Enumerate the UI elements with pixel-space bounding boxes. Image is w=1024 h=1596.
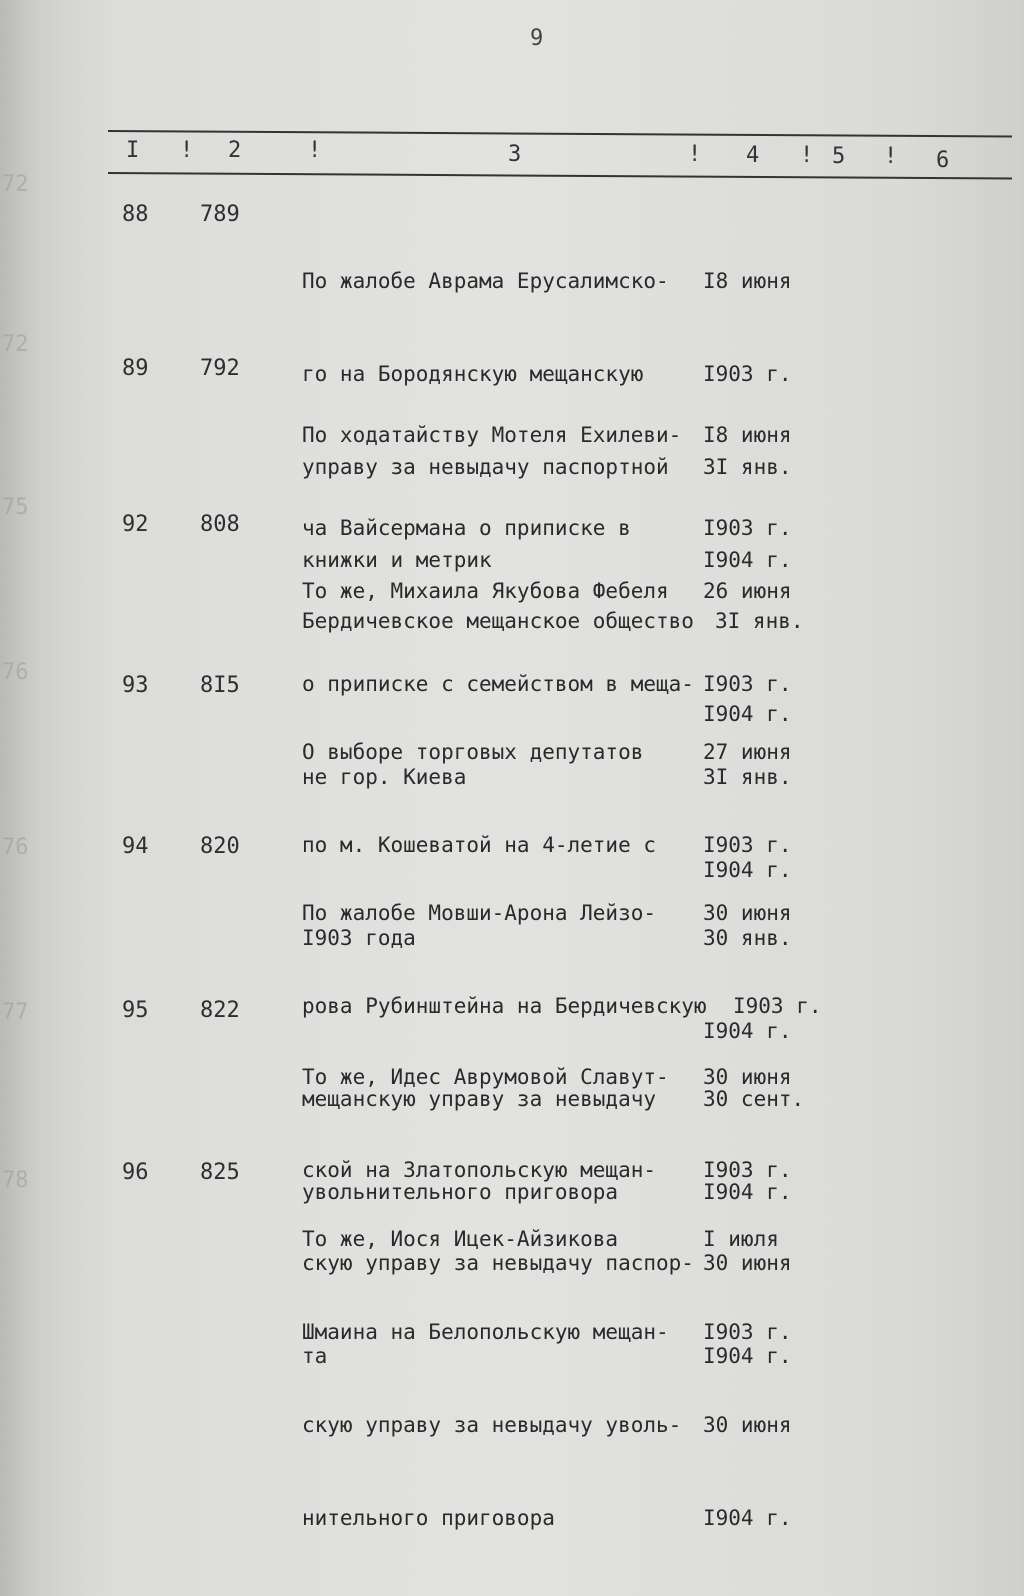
row-number: 89	[122, 356, 149, 381]
row-number: 93	[122, 673, 149, 698]
date-line: I903 г.	[703, 516, 792, 540]
date-line: 30 сент.	[703, 1087, 805, 1111]
date-line: 3I янв.	[703, 455, 792, 479]
date-line: 30 июня	[703, 1065, 792, 1089]
header-bottom-rule	[108, 172, 1012, 180]
date-line: I904 г.	[703, 1180, 792, 1204]
header-col3: 3	[508, 142, 522, 167]
date-line: I904 г.	[703, 548, 792, 572]
header-separator: !	[180, 138, 194, 163]
date-line: 26 июня	[703, 579, 792, 603]
description-line: управу за невыдачу паспортной	[302, 455, 669, 479]
date-line: 3I янв.	[715, 609, 804, 633]
date-line: I903 г.	[703, 833, 792, 857]
header-separator: !	[884, 144, 898, 169]
date-line: 30 янв.	[703, 926, 792, 950]
header-col1: I	[126, 138, 140, 163]
header-col6: 6	[936, 148, 950, 173]
description-line: не гор. Киева	[302, 765, 467, 789]
date-line: 27 июня	[703, 740, 792, 764]
file-number: 808	[200, 512, 240, 537]
date-line: 30 июня	[703, 1251, 792, 1275]
description-line: Бердичевское мещанское общество	[302, 609, 694, 633]
row-description	[302, 1162, 707, 1596]
row-number: 88	[122, 202, 149, 227]
header-separator: !	[308, 138, 322, 163]
file-number: 820	[200, 834, 240, 859]
row-number: 95	[122, 998, 149, 1023]
row-number: 96	[122, 1160, 149, 1185]
file-number: 789	[200, 202, 240, 227]
header-separator: !	[688, 142, 702, 167]
date-line: 30 июня	[703, 901, 792, 925]
date-line: I903 г.	[703, 1158, 792, 1182]
description-line: книжки и метрик	[302, 548, 492, 572]
page-number: 9	[530, 26, 544, 51]
file-number: 8I5	[200, 673, 240, 698]
description-line: I903 года	[302, 926, 416, 950]
description-line: То же, Михаила Якубова Фебеля	[302, 579, 669, 603]
header-col2: 2	[228, 138, 242, 163]
description-line: о приписке с семейством в меща-	[302, 672, 694, 696]
description-line: По жалобе Аврама Ерусалимско-	[302, 269, 669, 293]
bleed-mark: 78	[2, 1168, 29, 1193]
date-line: I903 г.	[703, 672, 792, 696]
file-number: 822	[200, 998, 240, 1023]
date-line: I904 г.	[703, 858, 792, 882]
bleed-mark: 72	[2, 332, 29, 357]
description-line: нительного приговора	[302, 1506, 555, 1530]
bleed-mark: 72	[2, 172, 29, 197]
facing-page-bleed	[0, 0, 100, 1365]
date-line: 30 июня	[703, 1413, 792, 1437]
description-line: То же, Идес Аврумовой Славут-	[302, 1065, 669, 1089]
header-top-rule	[108, 130, 1012, 138]
description-line: ской на Златопольскую мещан-	[302, 1158, 657, 1182]
date-line: I8 июня	[703, 269, 792, 293]
description-line: Шмаина на Белопольскую мещан-	[302, 1320, 669, 1344]
description-line: та	[302, 1344, 328, 1368]
description-line: О выборе торговых депутатов	[302, 740, 644, 764]
description-line: рова Рубинштейна на Бердичевскую	[302, 994, 707, 1018]
row-dates	[703, 1162, 823, 1596]
row-number: 94	[122, 834, 149, 859]
date-line: I903 г.	[703, 1320, 792, 1344]
description-line: го на Бородянскую мещанскую	[302, 362, 644, 386]
file-number: 792	[200, 356, 240, 381]
header-separator: !	[800, 143, 814, 168]
date-line: I903 г.	[733, 994, 822, 1018]
description-line: По ходатайству Мотеля Ехилеви-	[302, 423, 682, 447]
bleed-mark: 75	[2, 495, 29, 520]
bleed-mark: 77	[2, 1000, 29, 1025]
date-line: I8 июня	[703, 423, 792, 447]
date-line: I903 г.	[703, 362, 792, 386]
description-line: То же, Иося Ицек-Айзикова	[302, 1227, 619, 1251]
date-line: I904 г.	[703, 1344, 792, 1368]
description-line: увольнительного приговора	[302, 1180, 619, 1204]
header-col4: 4	[746, 143, 760, 168]
description-line: скую управу за невыдачу уволь-	[302, 1413, 682, 1437]
description-line: по м. Кошеватой на 4-летие с	[302, 833, 657, 857]
bleed-mark: 76	[2, 835, 29, 860]
description-line: скую управу за невыдачу паспор-	[302, 1251, 694, 1275]
file-number: 825	[200, 1160, 240, 1185]
row-number: 92	[122, 512, 149, 537]
description-line: По жалобе Мовши-Арона Лейзо-	[302, 901, 657, 925]
date-line: I904 г.	[703, 1019, 792, 1043]
date-line: 3I янв.	[703, 765, 792, 789]
header-col5: 5	[832, 144, 846, 169]
description-line: мещанскую управу за невыдачу	[302, 1087, 657, 1111]
date-line: I904 г.	[703, 702, 792, 726]
bleed-mark: 76	[2, 660, 29, 685]
date-line: I июля	[703, 1227, 779, 1251]
date-line: I904 г.	[703, 1506, 792, 1530]
description-line: ча Вайсермана о приписке в	[302, 516, 631, 540]
